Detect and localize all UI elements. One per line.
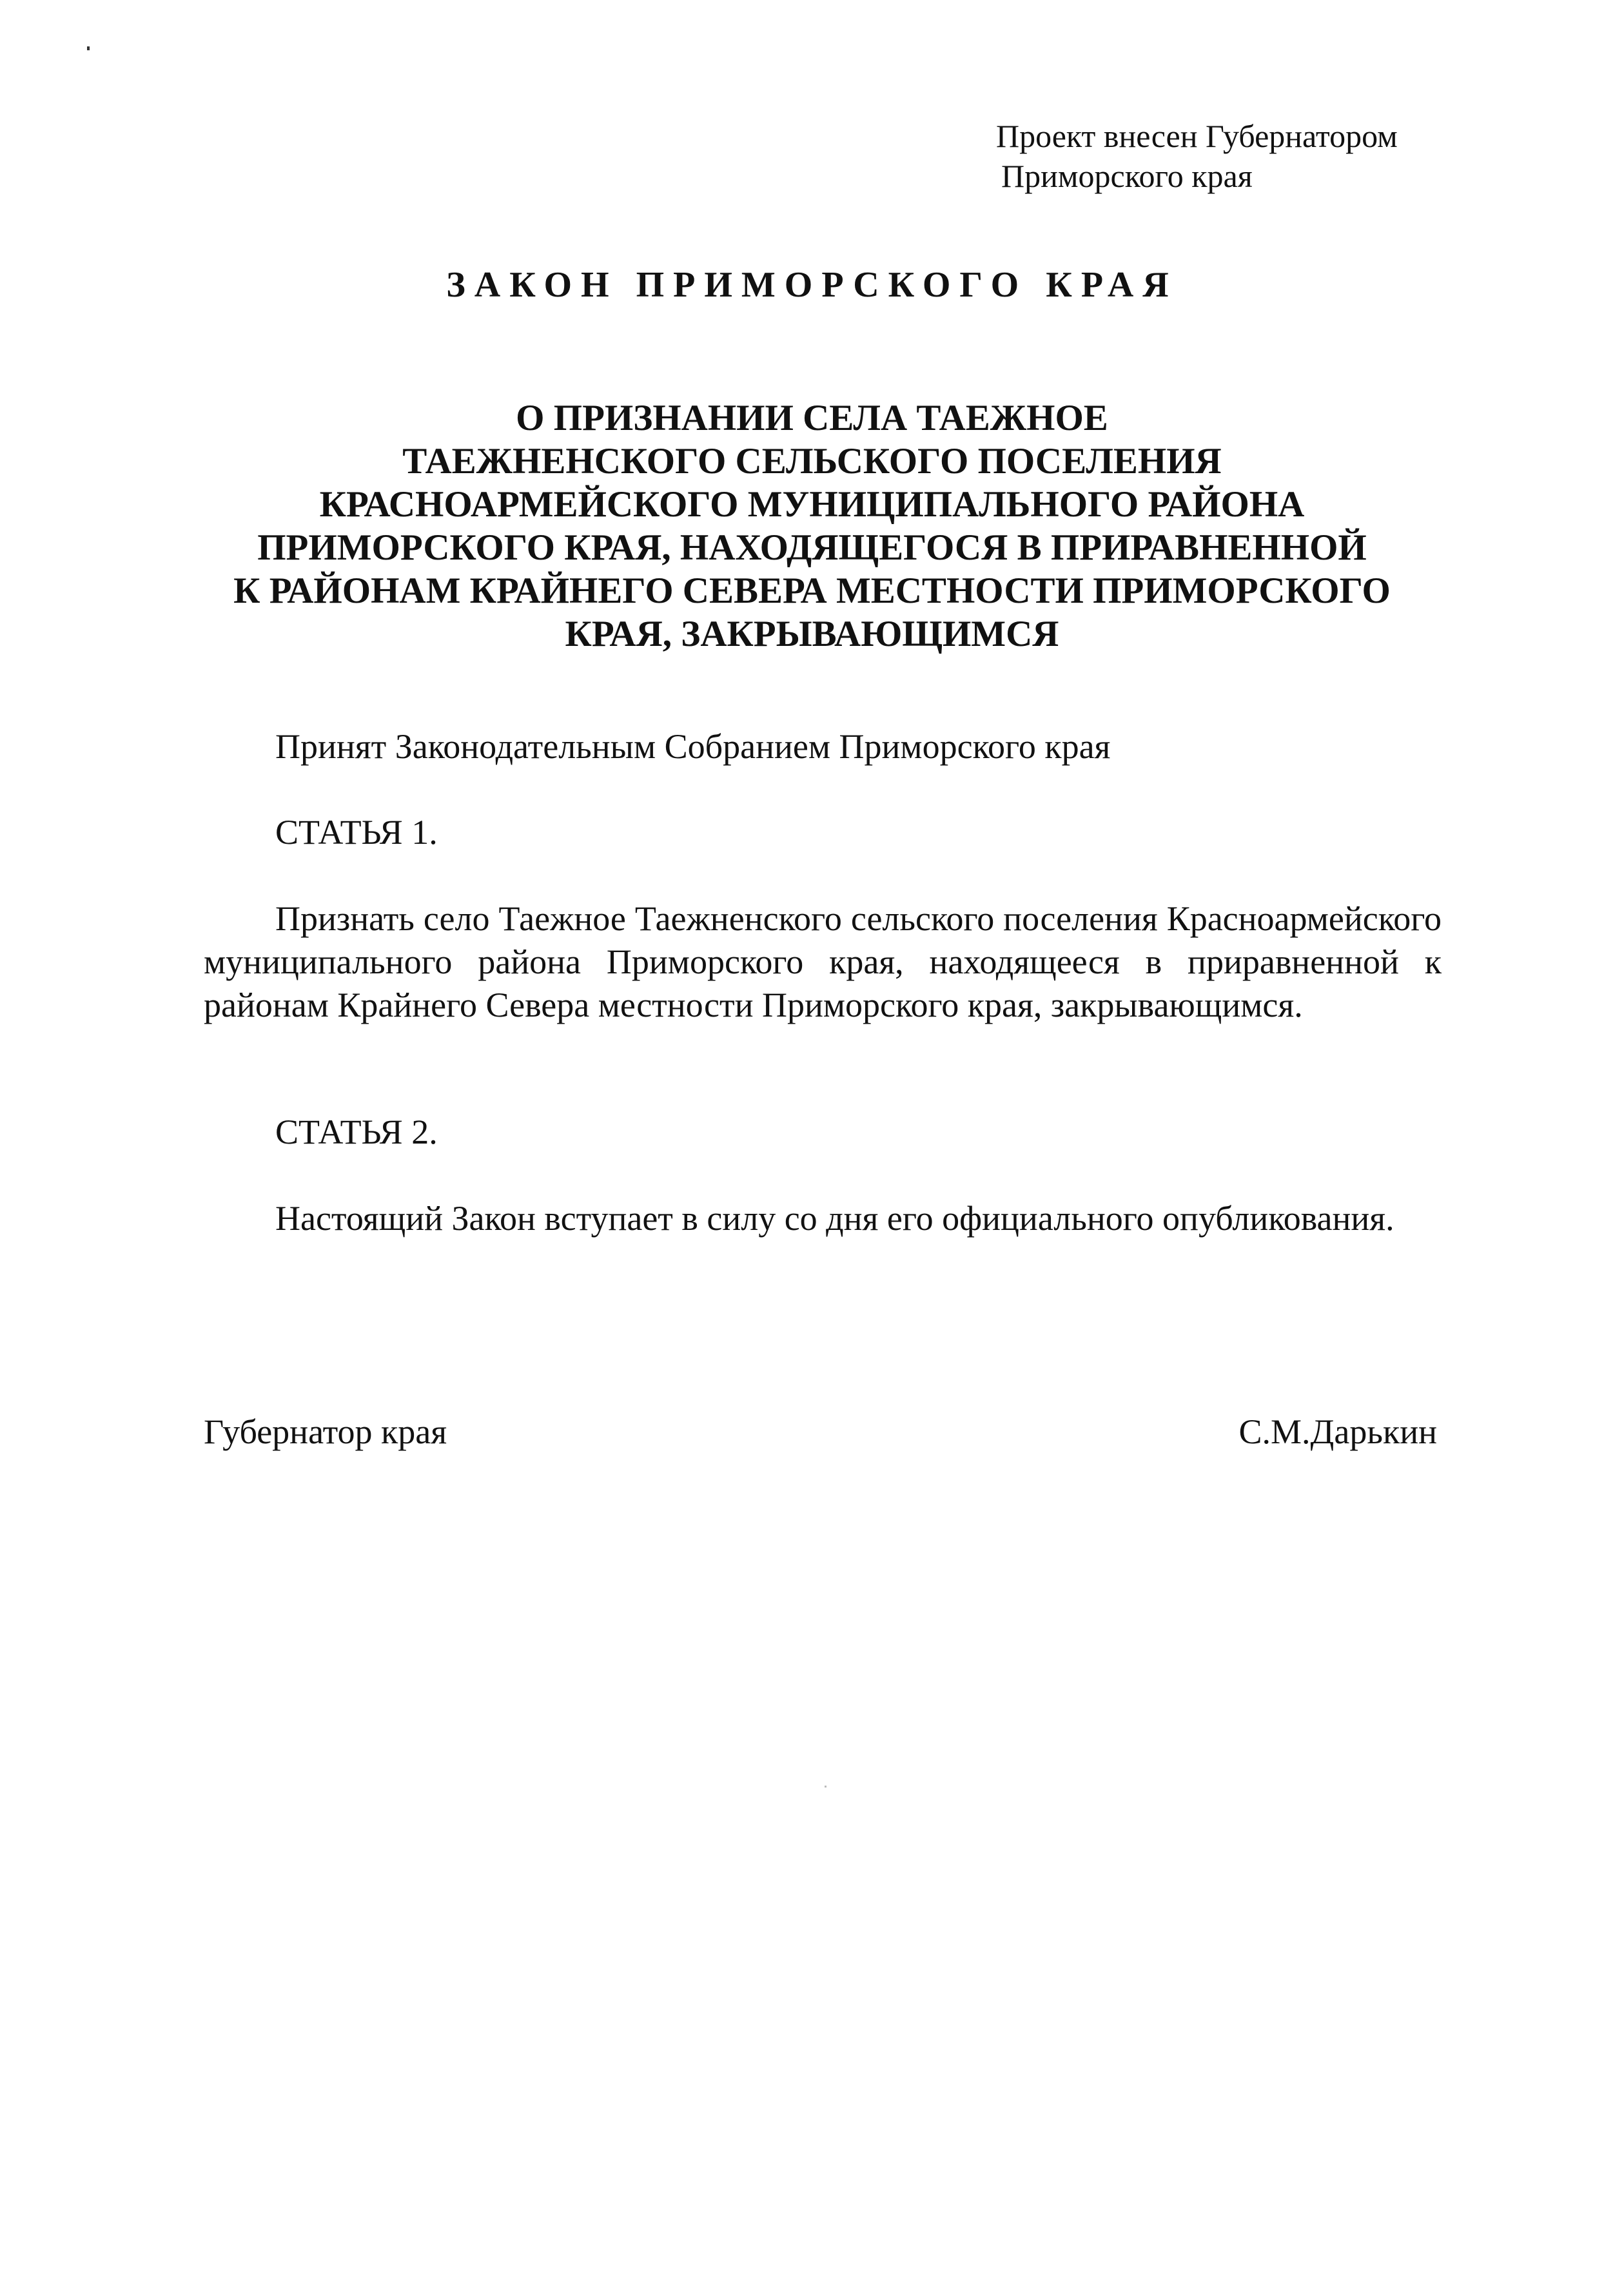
submission-note-line1: Проект внесен Губернатором <box>996 118 1398 154</box>
article-1-heading: СТАТЬЯ 1. <box>275 813 438 852</box>
signatory-name: С.М.Дарькин <box>1238 1412 1437 1451</box>
subtitle-line: КРАЯ, ЗАКРЫВАЮЩИМСЯ <box>565 614 1059 654</box>
submission-note-line2: Приморского края <box>1001 158 1253 194</box>
scan-speck <box>825 1786 827 1788</box>
subtitle-line: К РАЙОНАМ КРАЙНЕГО СЕВЕРА МЕСТНОСТИ ПРИМОРСКОГО <box>233 570 1391 611</box>
scan-speck <box>87 46 90 50</box>
law-subtitle <box>168 396 1456 656</box>
signatory-position: Губернатор края <box>204 1412 447 1451</box>
subtitle-line: КРАСНОАРМЕЙСКОГО МУНИЦИПАЛЬНОГО РАЙОНА <box>319 484 1305 525</box>
article-2-text: Настоящий Закон вступает в силу со дня его официального опубликования. <box>275 1199 1394 1238</box>
subtitle-line: ТАЕЖНЕНСКОГО СЕЛЬСКОГО ПОСЕЛЕНИЯ <box>402 441 1222 482</box>
article-2-heading: СТАТЬЯ 2. <box>275 1113 438 1151</box>
article-1-text: Признать село Таежное Таежненского сельского поселения Красноармейского муниципального района Приморского края, находящееся в приравненной к районам Крайнего Севера местности Приморского края, закрывающимся. <box>204 899 1442 1024</box>
adoption-statement: Принят Законодательным Собранием Приморского края <box>275 727 1111 766</box>
submission-note <box>996 116 1398 196</box>
subtitle-line: ПРИМОРСКОГО КРАЯ, НАХОДЯЩЕГОСЯ В ПРИРАВНЕННОЙ <box>257 527 1367 568</box>
document-title: ЗАКОН ПРИМОРСКОГО КРАЯ <box>446 265 1178 305</box>
subtitle-line: О ПРИЗНАНИИ СЕЛА ТАЕЖНОЕ <box>516 398 1108 438</box>
